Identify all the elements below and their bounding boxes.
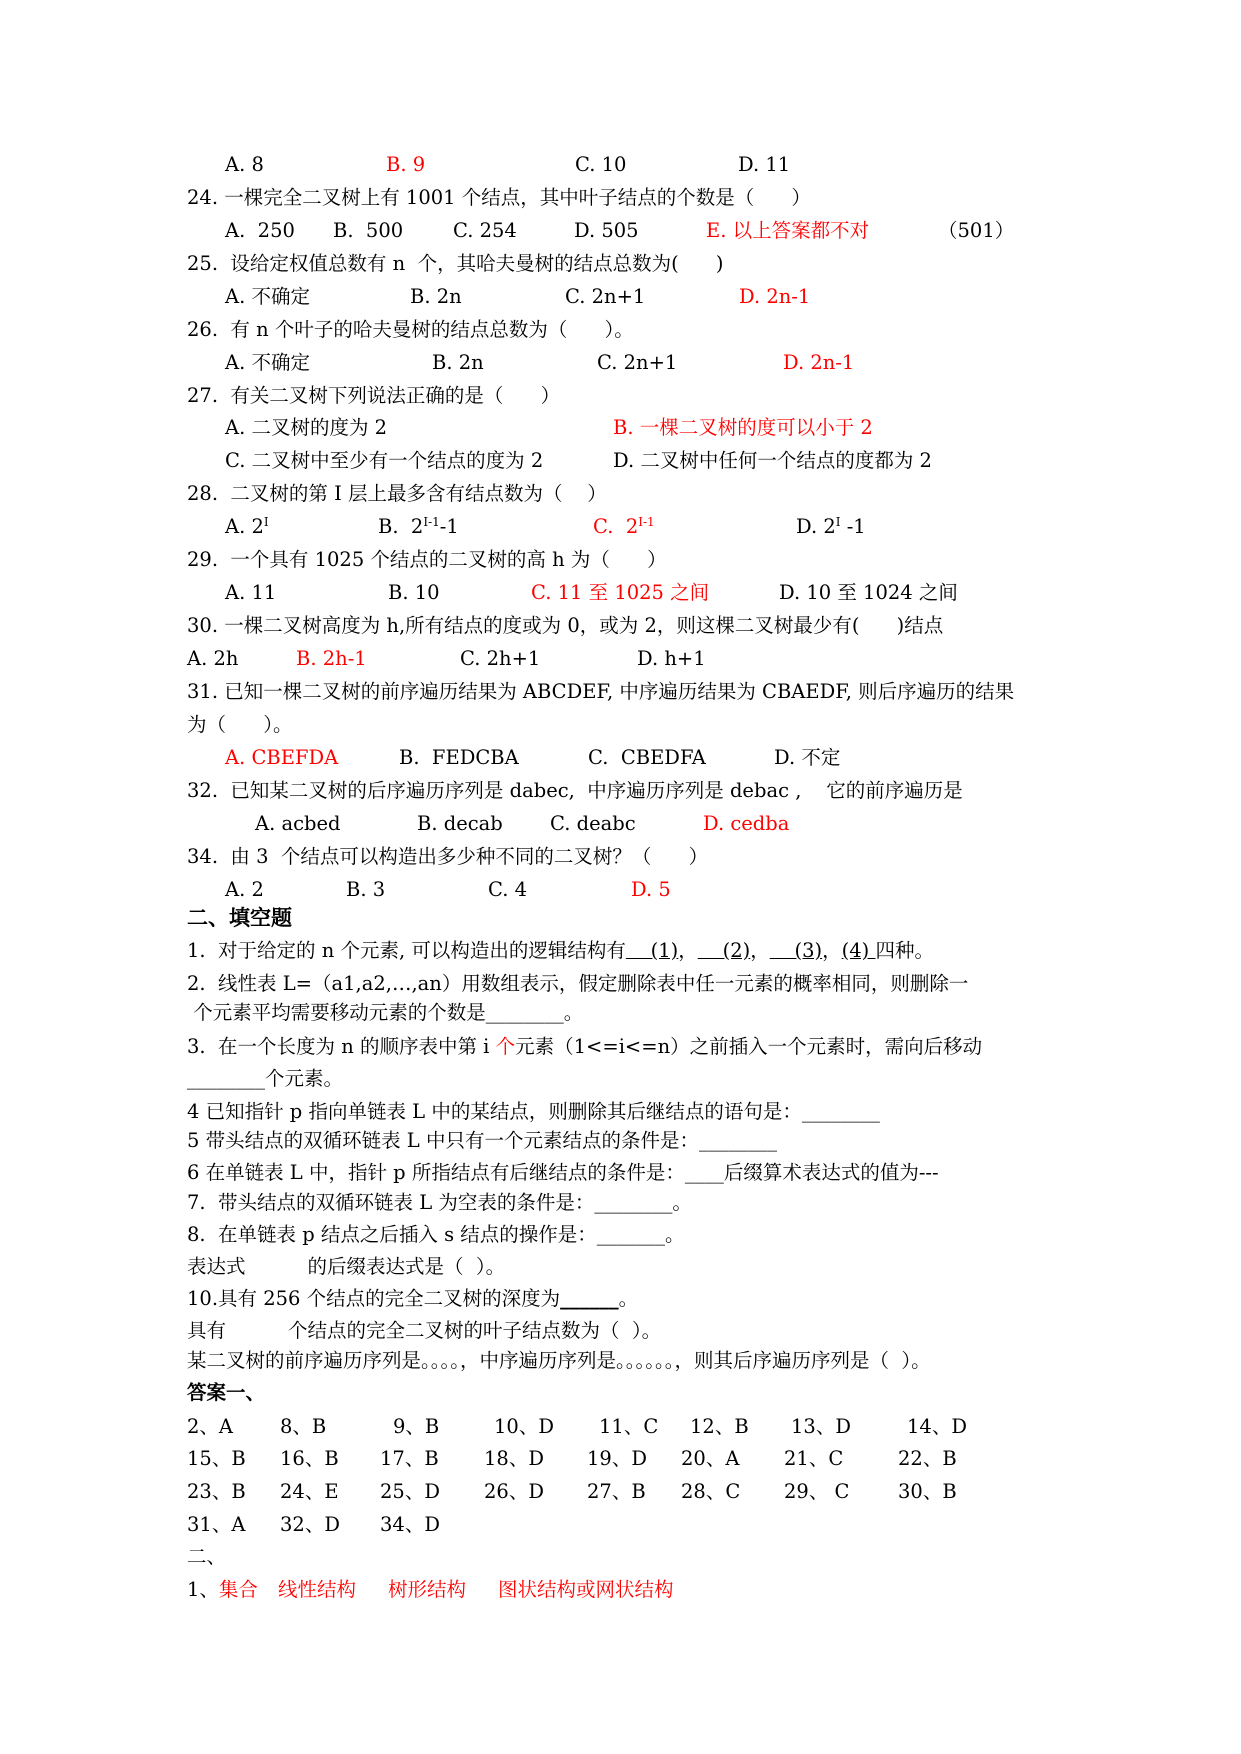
q28-option-c: C. $2^{I-1}$ — [593, 515, 655, 538]
answer-cell: 9、B — [393, 1415, 440, 1438]
answer-cell: 16、B — [280, 1447, 339, 1470]
q26-option-c: C. 2n+1 — [597, 351, 678, 374]
q30-option-c: C. 2h+1 — [460, 647, 541, 670]
q26-option-b: B. 2n — [432, 351, 484, 374]
q27-stem: 27. 有关二叉树下列说法正确的是（ ） — [187, 384, 561, 407]
fill-item-12: 某二叉树的前序遍历序列是。。。。，中序遍历序列是。。。。。。，则其后序遍历序列是（ ）。 — [187, 1349, 931, 1372]
fill-item-2-line2: 个元素平均需要移动元素的个数是________。 — [187, 1001, 584, 1024]
q23-option-d: D. 11 — [738, 153, 791, 176]
q32-option-b: B. decab — [417, 812, 503, 835]
q25-option-c: C. 2n+1 — [565, 285, 646, 308]
fill-section-title: 二、填空题 — [187, 906, 292, 930]
q32-option-c: C. deabc — [550, 812, 636, 835]
fill-item-9: 表达式 的后缀表达式是（ ）。 — [187, 1255, 506, 1278]
answer-cell: 15、B — [187, 1447, 246, 1470]
q32-stem: 32. 已知某二叉树的后序遍历序列是 dabec, 中序遍历序列是 debac , 它的前序遍历是 — [187, 779, 963, 802]
answer-cell: 31、A — [187, 1513, 246, 1536]
q28-option-d: D. $2^I$ -1 — [796, 515, 866, 538]
q24-option-e: E. 以上答案都不对 — [706, 219, 870, 242]
answer-cell: 29、 C — [784, 1480, 850, 1503]
answer-cell: 27、B — [587, 1480, 646, 1503]
q34-option-a: A. 2 — [225, 878, 264, 901]
q25-option-a: A. 不确定 — [225, 285, 310, 308]
fill-item-7: 7. 带头结点的双循环链表 L 为空表的条件是：________。 — [187, 1191, 692, 1214]
q27-option-b: B. 一棵二叉树的度可以小于 2 — [613, 416, 873, 439]
q31-option-a: A. CBEFDA — [225, 746, 339, 769]
q30-stem: 30. 一棵二叉树高度为 h,所有结点的度或为 0，或为 2，则这棵二叉树最少有( )结点 — [187, 614, 944, 637]
answer-cell: 28、C — [681, 1480, 741, 1503]
q34-option-b: B. 3 — [346, 878, 386, 901]
q25-stem: 25. 设给定权值总数有 n 个，其哈夫曼树的结点总数为( ) — [187, 252, 724, 275]
q34-option-d: D. 5 — [631, 878, 671, 901]
answer-cell: 10、D — [494, 1415, 554, 1438]
answer-cell: 13、D — [791, 1415, 851, 1438]
q24-option-c: C. 254 — [453, 219, 517, 242]
q31-option-c: C. CBEDFA — [588, 746, 706, 769]
answer-cell: 12、B — [690, 1415, 749, 1438]
q34-option-c: C. 4 — [488, 878, 528, 901]
q23-option-c: C. 10 — [575, 153, 627, 176]
q31-option-b: B. FEDCBA — [399, 746, 519, 769]
q32-option-d: D. cedba — [703, 812, 790, 835]
q28-option-a: A. $2^I$ — [225, 515, 269, 538]
answer2-line-1: 1、集合 线性结构 树形结构 图状结构或网状结构 — [187, 1578, 674, 1601]
q32-option-a: A. acbed — [255, 812, 341, 835]
fill-item-4: 4 已知指针 p 指向单链表 L 中的某结点，则删除其后继结点的语句是：________ — [187, 1100, 880, 1123]
answer-cell: 21、C — [784, 1447, 844, 1470]
q29-option-a: A. 11 — [225, 581, 277, 604]
answer-cell: 22、B — [898, 1447, 957, 1470]
q30-option-a: A. 2h — [187, 647, 239, 670]
fill-item-6: 6 在单链表 L 中，指针 p 所指结点有后继结点的条件是：____后缀算术表达式的值为--- — [187, 1161, 939, 1184]
q29-option-d: D. 10 至 1024 之间 — [779, 581, 958, 604]
fill-item-11: 具有 个结点的完全二叉树的叶子结点数为（ ）。 — [187, 1319, 662, 1342]
answer-cell: 30、B — [898, 1480, 957, 1503]
q26-stem: 26. 有 n 个叶子的哈夫曼树的结点总数为（ ）。 — [187, 318, 634, 341]
fill-item-5: 5 带头结点的双循环链表 L 中只有一个元素结点的条件是：________ — [187, 1129, 777, 1152]
q28-stem: 28. 二叉树的第 I 层上最多含有结点数为（ ） — [187, 482, 607, 505]
answer-cell: 32、D — [280, 1513, 340, 1536]
answer-cell: 18、D — [484, 1447, 544, 1470]
fill-item-8: 8. 在单链表 p 结点之后插入 s 结点的操作是：_______。 — [187, 1223, 685, 1246]
answer-cell: 2、A — [187, 1415, 233, 1438]
answer-cell: 8、B — [280, 1415, 327, 1438]
answer-cell: 23、B — [187, 1480, 246, 1503]
q23-option-b: B. 9 — [386, 153, 426, 176]
fill-item-3-line1: 3. 在一个长度为 n 的顺序表中第 i 个元素（1<=i<=n）之前插入一个元素时，需向后移动 — [187, 1035, 983, 1058]
q31-option-d: D. 不定 — [774, 746, 841, 769]
q27-option-a: A. 二叉树的度为 2 — [225, 416, 388, 439]
fill-item-2-line1: 2. 线性表 L=（a1,a2,…,an）用数组表示，假定删除表中任一元素的概率相同，则删除一 — [187, 972, 969, 995]
q27-option-d: D. 二叉树中任何一个结点的度都为 2 — [613, 449, 932, 472]
q30-option-d: D. h+1 — [637, 647, 706, 670]
answer-cell: 34、D — [380, 1513, 440, 1536]
q26-option-a: A. 不确定 — [225, 351, 310, 374]
q29-option-b: B. 10 — [388, 581, 440, 604]
q26-option-d: D. 2n-1 — [783, 351, 855, 374]
q24-stem: 24. 一棵完全二叉树上有 1001 个结点，其中叶子结点的个数是（ ） — [187, 186, 811, 209]
fill-item-10: 10.具有 256 个结点的完全二叉树的深度为______。 — [187, 1287, 639, 1310]
q31-stem-line1: 31. 已知一棵二叉树的前序遍历结果为 ABCDEF, 中序遍历结果为 CBAEDF, 则后序遍历的结果 — [187, 680, 1015, 703]
answers2-title: 二、 — [187, 1545, 227, 1568]
q23-option-a: A. 8 — [225, 153, 264, 176]
answer-cell: 26、D — [484, 1480, 544, 1503]
answer-cell: 20、A — [681, 1447, 740, 1470]
answer-cell: 14、D — [907, 1415, 967, 1438]
fill-item-3-line2: ________个元素。 — [187, 1067, 344, 1090]
q31-stem-line2: 为（ ）。 — [187, 713, 293, 736]
q25-option-b: B. 2n — [410, 285, 462, 308]
q24-option-a: A. 250 — [225, 219, 295, 242]
answers-title: 答案一、 — [187, 1381, 266, 1404]
answer-cell: 11、C — [599, 1415, 659, 1438]
q34-stem: 34. 由 3 个结点可以构造出多少种不同的二叉树？（ ） — [187, 845, 709, 868]
q28-option-b: B. $2^{I-1}-1$ — [378, 515, 459, 538]
q25-option-d: D. 2n-1 — [739, 285, 811, 308]
answer-cell: 25、D — [380, 1480, 440, 1503]
q30-option-b: B. 2h-1 — [296, 647, 367, 670]
q24-option-d: D. 505 — [574, 219, 639, 242]
q24-option-b: B. 500 — [333, 219, 404, 242]
answer-cell: 17、B — [380, 1447, 439, 1470]
q29-stem: 29. 一个具有 1025 个结点的二叉树的高 h 为（ ） — [187, 548, 667, 571]
q29-option-c: C. 11 至 1025 之间 — [531, 581, 710, 604]
answer-cell: 24、E — [280, 1480, 339, 1503]
q27-option-c: C. 二叉树中至少有一个结点的度为 2 — [225, 449, 544, 472]
fill-item-1: 1. 对于给定的 n 个元素, 可以构造出的逻辑结构有 (1)， (2)， (3)，(4) 四种。 — [187, 939, 935, 962]
q24-note: （501） — [938, 219, 1015, 242]
answer-cell: 19、D — [587, 1447, 647, 1470]
